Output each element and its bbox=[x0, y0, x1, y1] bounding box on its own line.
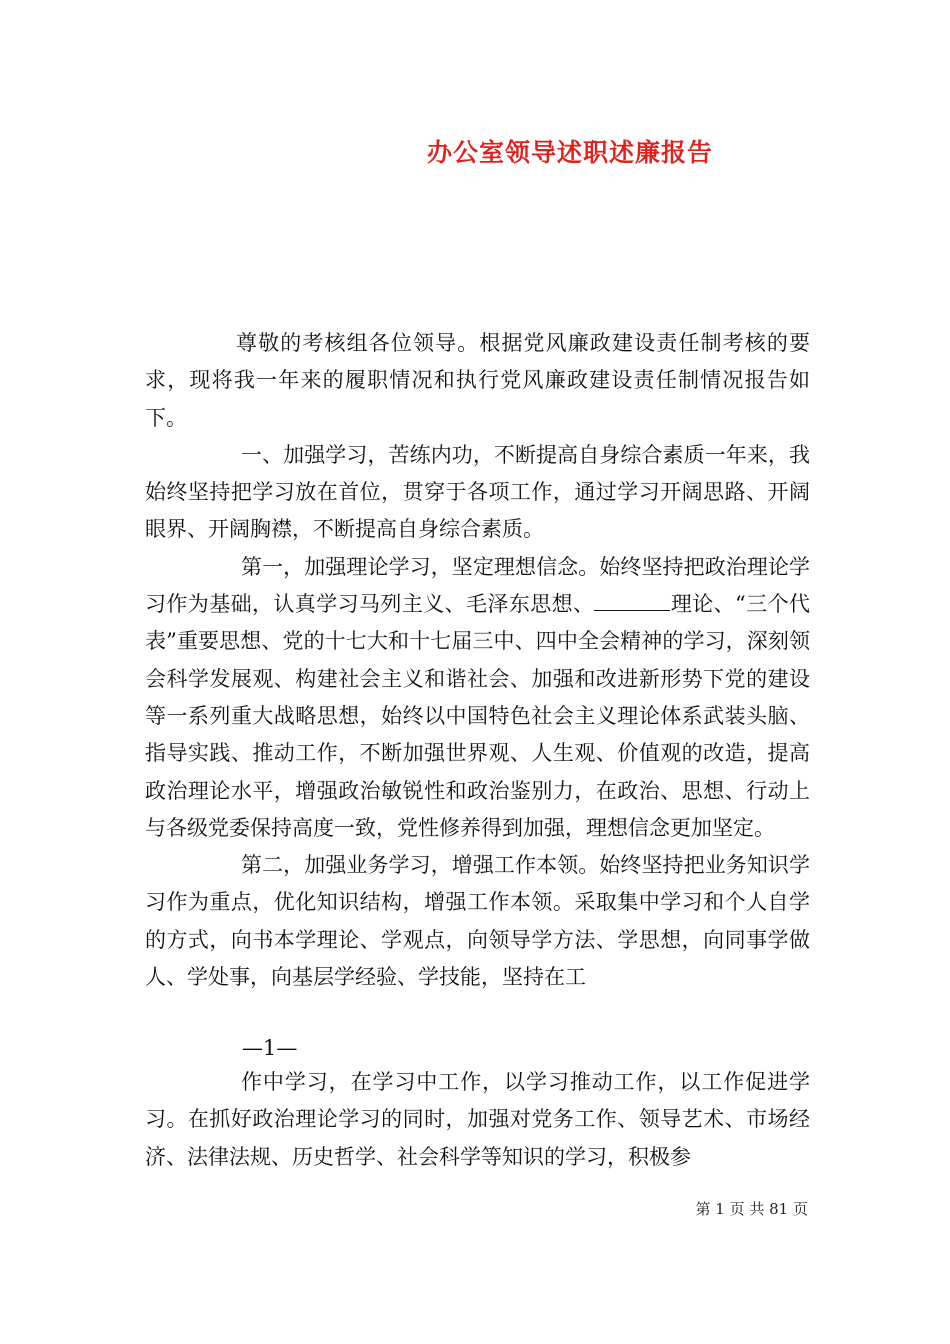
paragraph-theory-study-part2: 理论、“三个代表”重要思想、党的十七大和十七届三中、四中全会精神的学习，深刻领会科学发展观、构建社会主义和谐社会、加强和改进新形势下党的建设等一系列重大战略思想，始终以中国特色社会主义理论体系武装头脑、指导实践、推动工作，不断加强世界观、人生观、价值观的改造，提高政治理论水平，增强政治敏锐性和政治鉴别力，在政治、思想、行动上与各级党委保持高度一致，党性修养得到加强，理想信念更加坚定。 bbox=[145, 592, 810, 840]
document-body-lower bbox=[145, 1064, 810, 1176]
paragraph-section-one: 一、加强学习，苦练内功，不断提高自身综合素质一年来，我始终坚持把学习放在首位，贯穿于各项工作，通过学习开阔思路、开阔眼界、开阔胸襟，不断提高自身综合素质。 bbox=[145, 442, 810, 542]
paragraph-theory-study bbox=[145, 549, 810, 847]
fill-in-blank bbox=[594, 592, 670, 611]
paragraph-business-study: 第二，加强业务学习，增强工作本领。始终坚持把业务知识学习作为重点，优化知识结构，增强工作本领。采取集中学习和个人自学的方式，向书本学理论、学观点，向领导学方法、学思想，向同事学做人、学处事，向基层学经验、学技能，坚持在工 bbox=[145, 853, 810, 990]
paragraph-theory-study-part1: 第一，加强理论学习，坚定理想信念。始终坚持把政治理论学习作为基础，认真学习马列主义、毛泽东思想、 bbox=[145, 554, 810, 617]
document-title: 办公室领导述职述廉报告 bbox=[426, 138, 713, 167]
document-body-upper bbox=[145, 325, 810, 996]
page-footer: 第 1 页 共 81 页 bbox=[695, 1200, 808, 1218]
page-number-marker: —1— bbox=[242, 1036, 298, 1060]
paragraph-continuation: 作中学习，在学习中工作，以学习推动工作，以工作促进学习。在抓好政治理论学习的同时，加强对党务工作、领导艺术、市场经济、法律法规、历史哲学、社会科学等知识的学习，积极参 bbox=[145, 1070, 810, 1169]
paragraph-intro: 尊敬的考核组各位领导。根据党风廉政建设责任制考核的要求，现将我一年来的履职情况和执行党风廉政建设责任制情况报告如下。 bbox=[145, 331, 810, 430]
